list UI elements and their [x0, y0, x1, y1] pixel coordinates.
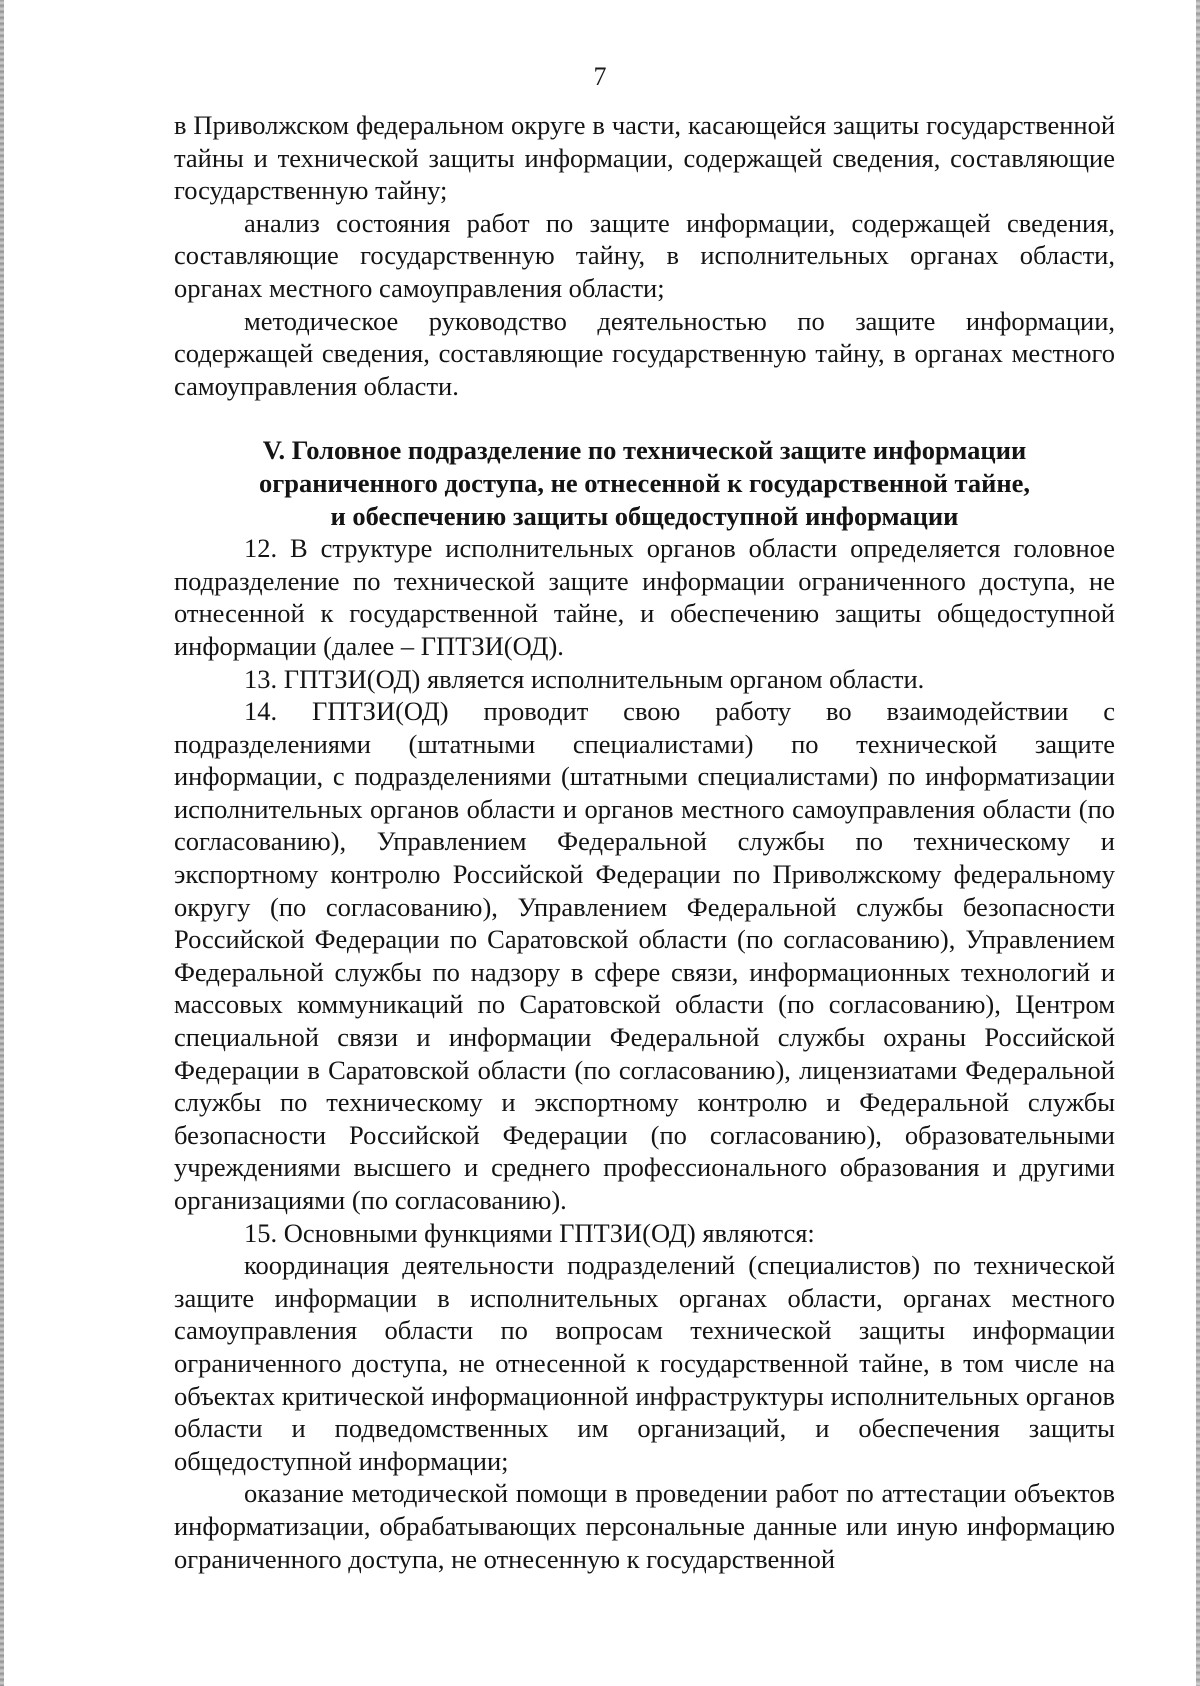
- paragraph: в Приволжском федеральном округе в части, касающейся защиты государственной тайны и технической защиты информации, содержащей сведения, составляющие государственную тайну;: [174, 110, 1115, 206]
- section-heading-line: ограниченного доступа, не отнесенной к государственной тайне,: [258, 467, 1031, 498]
- document-body: [174, 109, 1115, 1575]
- paragraph-item-14: 14. ГПТЗИ(ОД) проводит свою работу во взаимодействии с подразделениями (штатными специалистами) по технической защите информации, с подразделениями (штатными специалистами) по информатизации исполнительных органов области и органов местного самоуправления области (по согласованию), Управлением Федеральной службы по техническому и экспортному контролю Российской Федерации по Приволжскому федеральному округу (по согласованию), Управлением Федеральной службы безопасности Российской Федерации по Саратовской области (по согласованию), Управлением Федеральной службы по надзору в сфере связи, информационных технологий и массовых коммуникаций по Саратовской области (по согласованию), Центром специальной связи и информации Федеральной службы охраны Российской Федерации в Саратовской области (по согласованию), лицензиатами Федеральной службы по техническому и экспортному контролю и Федеральной службы безопасности Российской Федерации (по согласованию), образовательными учреждениями высшего и среднего профессионального образования и другими организациями (по согласованию).: [174, 696, 1115, 1215]
- section-heading-line: и обеспечению защиты общедоступной информации: [330, 500, 959, 531]
- paragraph-item-15: 15. Основными функциями ГПТЗИ(ОД) являются:: [244, 1217, 815, 1248]
- paragraph: методическое руководство деятельностью по защите информации, содержащей сведения, составляющие государственную тайну, в органах местного самоуправления области.: [174, 305, 1115, 401]
- paragraph-item-12: 12. В структуре исполнительных органов области определяется головное подразделение по технической защите информации ограниченного доступа, не отнесенной к государственной тайне, и обеспечению защиты общедоступной информации (далее – ГПТЗИ(ОД).: [174, 533, 1115, 661]
- section-heading: [174, 434, 1115, 532]
- scan-edge-left: [0, 0, 4, 1686]
- paragraph: оказание методической помощи в проведении работ по аттестации объектов информатизации, обрабатывающих персональные данные или иную информацию ограниченного доступа, не отнесенную к государственной: [174, 1478, 1115, 1574]
- paragraph: анализ состояния работ по защите информации, содержащей сведения, составляющие государственную тайну, в исполнительных органах области, органах местного самоуправления области;: [174, 207, 1115, 303]
- scan-edge-right: [1196, 0, 1200, 1686]
- section-heading-line: V. Головное подразделение по технической защите информации: [262, 435, 1027, 466]
- page-number: 7: [593, 62, 607, 91]
- paragraph-item-13: 13. ГПТЗИ(ОД) является исполнительным органом области.: [244, 663, 925, 694]
- paragraph: координация деятельности подразделений (специалистов) по технической защите информации в исполнительных органах области, органах местного самоуправления области по вопросам технической защиты информации ограниченного доступа, не отнесенной к государственной тайне, в том числе на объектах критической информационной инфраструктуры исполнительных органов области и подведомственных им организаций, и обеспечения защиты общедоступной информации;: [174, 1250, 1115, 1476]
